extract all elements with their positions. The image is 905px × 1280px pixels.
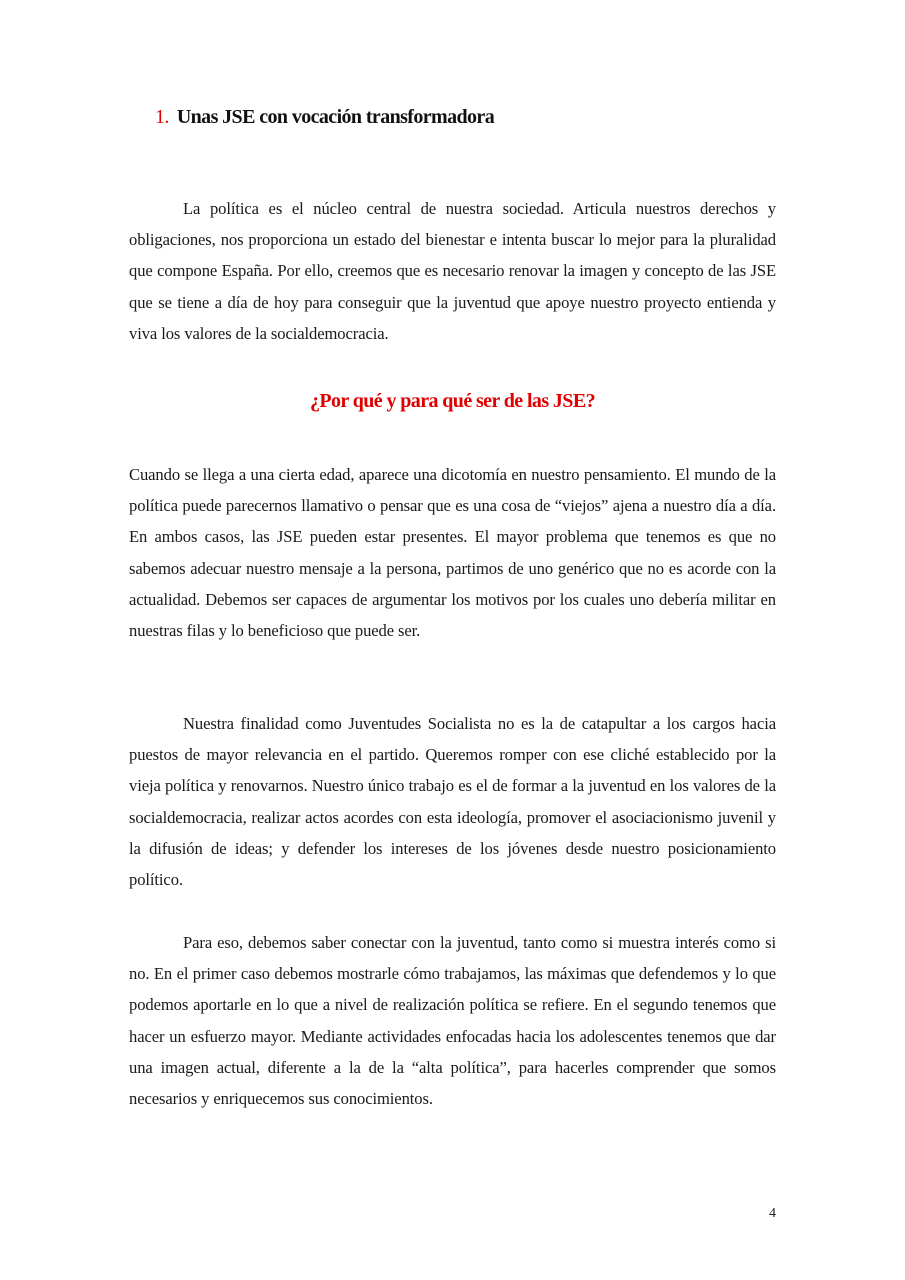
paragraph-3: Nuestra finalidad como Juventudes Socialista no es la de catapultar a los cargos hacia puestos de mayor relevancia en el partido. Queremos romper con ese cliché establecido por la vieja política y renovarnos. Nuestro único trabajo es el de formar a la juventud en los valores de la socialdemocracia, realizar actos acordes con esta ideología, promover el asociacionismo juvenil y la difusión de ideas; y defender los intereses de los jóvenes desde nuestro posicionamiento político. [129, 714, 776, 890]
section-title: Unas JSE con vocación transformadora [176, 106, 495, 128]
paragraph-4: Para eso, debemos saber conectar con la juventud, tanto como si muestra interés como si no. En el primer caso debemos mostrarle cómo trabajamos, las máximas que defendemos y lo que podemos aportarle en lo que a nivel de realización política se refiere. En el segundo tenemos que hacer un esfuerzo mayor. Mediante actividades enfocadas hacia los adolescentes tenemos que dar una imagen actual, diferente a la de la “alta política”, para hacerles comprender que somos necesarios y enriquecemos sus conocimientos. [129, 933, 776, 1109]
subheading: ¿Por qué y para qué ser de las JSE? [310, 390, 595, 412]
section-heading [155, 106, 494, 129]
page-number: 4 [769, 1206, 776, 1221]
section-number: 1. [155, 106, 169, 128]
paragraph-2: Cuando se llega a una cierta edad, aparece una dicotomía en nuestro pensamiento. El mundo de la política puede parecernos llamativo o pensar que es una cosa de “viejos” ajena a nuestro día a día. En ambos casos, las JSE pueden estar presentes. El mayor problema que tenemos es que no sabemos adecuar nuestro mensaje a la persona, partimos de uno genérico que no es acorde con la actualidad. Debemos ser capaces de argumentar los motivos por los cuales uno debería militar en nuestras filas y lo beneficioso que puede ser. [129, 465, 776, 641]
intro-paragraph: La política es el núcleo central de nuestra sociedad. Articula nuestros derechos y obligaciones, nos proporciona un estado del bienestar e intenta buscar lo mejor para la pluralidad que compone España. Por ello, creemos que es necesario renovar la imagen y concepto de las JSE que se tiene a día de hoy para conseguir que la juventud que apoye nuestro proyecto entienda y viva los valores de la socialdemocracia. [129, 199, 776, 343]
